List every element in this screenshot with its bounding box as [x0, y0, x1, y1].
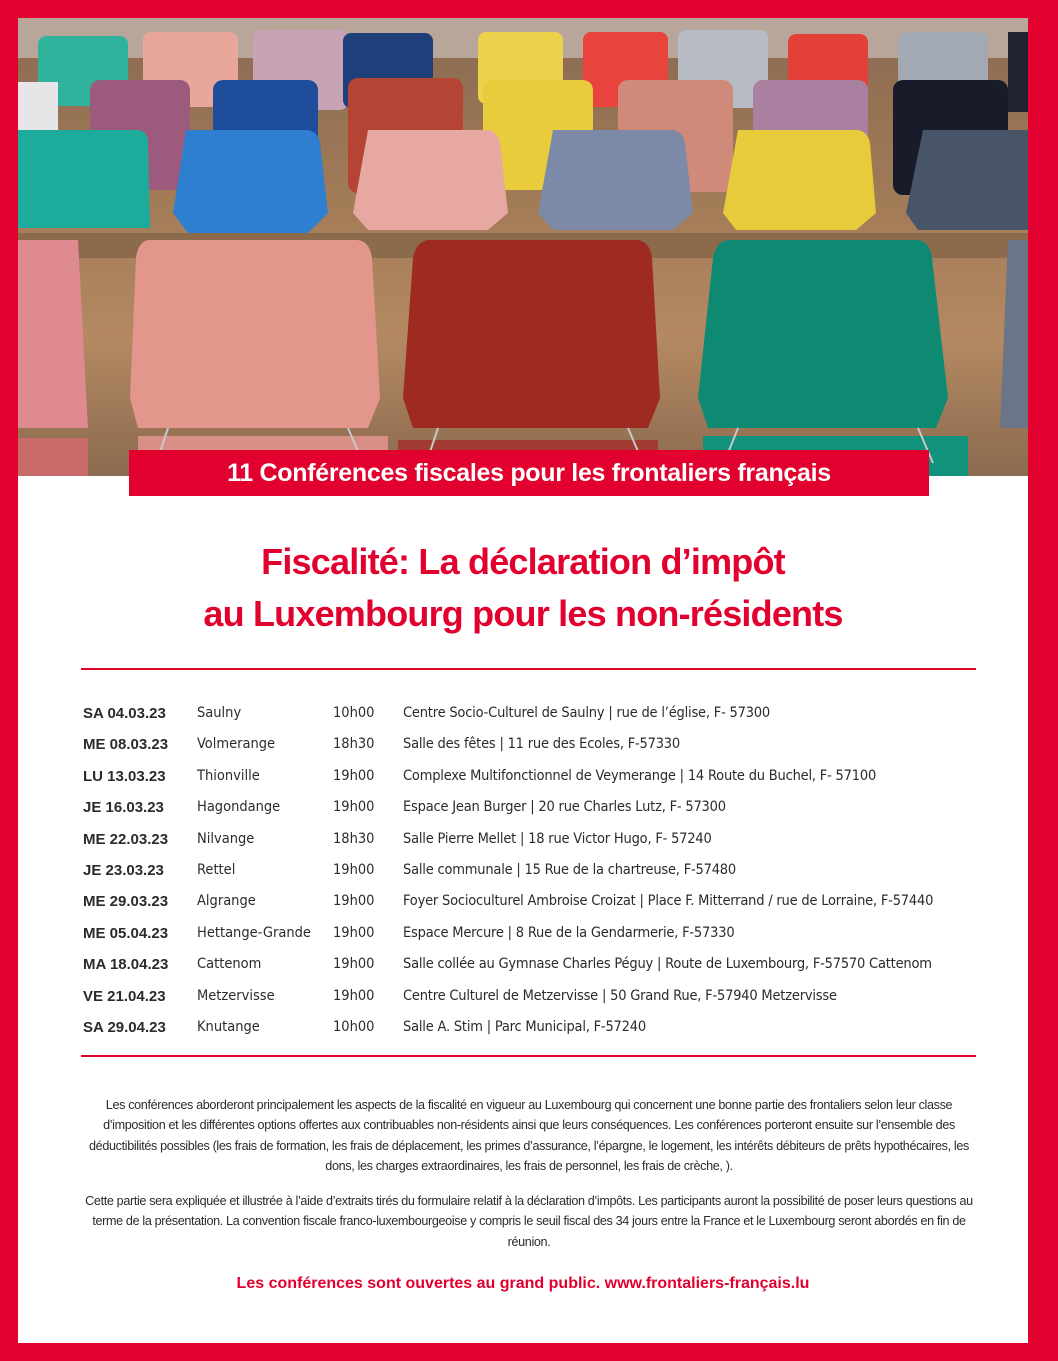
description-paragraph-2: Cette partie sera expliquée et illustrée à l’aide d’extraits tirés du formulaire relatif à la déclaration d’impôts. Les participants auront la possibilité de poser leurs questions au terme de la présentation. La convention fiscale franco-luxembourgeoise y compris le seuil fiscal des 34 jours entre la France et le Luxembourg seront abordés en fin de réunion. — [85, 1194, 973, 1249]
event-town: Hagondange — [197, 799, 281, 816]
event-date: SA 29.04.23 — [83, 1018, 166, 1036]
event-time: 19h00 — [333, 767, 375, 784]
hero-photo-chairs — [18, 18, 1028, 476]
event-time: 18h30 — [333, 736, 375, 753]
schedule-row — [83, 698, 983, 729]
footer-public-notice: Les conférences sont ouvertes au grand public. www.frontaliers-français.lu — [236, 1275, 810, 1292]
event-time: 10h00 — [333, 705, 375, 721]
event-venue: Salle A. Stim | Parc Municipal, F-57240 — [403, 1018, 646, 1035]
event-time: 19h00 — [333, 799, 375, 816]
title-line-2: au Luxembourg pour les non-résidents — [203, 593, 843, 634]
event-time: 10h00 — [333, 1018, 375, 1035]
schedule-row — [83, 761, 983, 792]
event-town: Nilvange — [197, 830, 255, 847]
event-time: 19h00 — [333, 956, 375, 973]
event-town: Knutange — [197, 1018, 260, 1035]
flyer-page — [18, 18, 1028, 1343]
schedule-row — [83, 1012, 983, 1043]
event-town: Saulny — [197, 705, 242, 721]
event-town: Thionville — [197, 767, 260, 784]
event-town: Volmerange — [197, 736, 276, 753]
chairs-illustration — [18, 18, 1028, 476]
event-date: ME 08.03.23 — [83, 736, 169, 754]
schedule-row — [83, 855, 983, 886]
event-date: JE 23.03.23 — [83, 861, 164, 879]
schedule-row — [83, 886, 983, 917]
schedule-row — [83, 949, 983, 980]
event-town: Rettel — [197, 861, 236, 878]
schedule-row — [83, 792, 983, 823]
title-line-1: Fiscalité: La déclaration d’impôt — [261, 541, 785, 582]
event-town: Metzervisse — [197, 987, 275, 1004]
event-time: 19h00 — [333, 987, 375, 1004]
event-venue: Espace Mercure | 8 Rue de la Gendarmerie, F-57330 — [403, 924, 735, 941]
schedule-row — [83, 824, 983, 855]
event-town: Cattenom — [197, 956, 262, 973]
schedule-row — [83, 729, 983, 760]
conference-count-banner — [129, 450, 929, 496]
event-town: Algrange — [197, 893, 256, 910]
divider-top — [81, 668, 976, 670]
event-time: 18h30 — [333, 830, 375, 847]
event-venue: Salle collée au Gymnase Charles Péguy | Route de Luxembourg, F-57570 Cattenom — [403, 956, 932, 973]
divider-bottom — [81, 1055, 976, 1057]
event-venue: Salle Pierre Mellet | 18 rue Victor Hugo, F- 57240 — [403, 830, 712, 847]
event-date: VE 21.04.23 — [83, 987, 166, 1005]
schedule-row — [83, 918, 983, 949]
event-time: 19h00 — [333, 893, 375, 910]
event-time: 19h00 — [333, 924, 375, 941]
event-town: Hettange-Grande — [197, 924, 311, 941]
event-date: SA 04.03.23 — [83, 705, 166, 722]
event-date: LU 13.03.23 — [83, 767, 166, 785]
schedule-row — [83, 981, 983, 1012]
event-date: ME 22.03.23 — [83, 830, 169, 848]
event-venue: Foyer Socioculturel Ambroise Croizat | Place F. Mitterrand / rue de Lorraine, F-57440 — [403, 893, 934, 910]
event-time: 19h00 — [333, 861, 375, 878]
event-date: ME 05.04.23 — [83, 924, 169, 942]
event-venue: Centre Culturel de Metzervisse | 50 Grand Rue, F-57940 Metzervisse — [403, 987, 837, 1004]
banner-text: 11 Conférences fiscales pour les frontaliers français — [227, 458, 831, 487]
description-paragraph-1: Les conférences aborderont principalement les aspects de la fiscalité en vigueur au Luxembourg qui concernent une bonne partie des frontaliers selon leur classe d’imposition et les différentes options offertes aux contribuables non-résidents ainsi que leurs conséquences. Les conférences porteront ensuite sur l’ensemble des déductibilités possibles (les frais de formation, les frais de déplacement, les primes d’assurance, l’épargne, le logement, les intérêts débiteurs de prêts hypothécaires, les dons, les charges extraordinaires, les frais de personnel, les frais de crèche, ). — [89, 1098, 969, 1173]
event-venue: Salle des fêtes | 11 rue des Ecoles, F-57330 — [403, 736, 681, 753]
page-title — [18, 536, 1028, 640]
event-date: MA 18.04.23 — [83, 956, 169, 974]
event-date: JE 16.03.23 — [83, 799, 164, 817]
event-date: ME 29.03.23 — [83, 893, 169, 911]
conference-schedule — [83, 698, 983, 1043]
event-venue: Espace Jean Burger | 20 rue Charles Lutz, F- 57300 — [403, 799, 726, 816]
event-venue: Complexe Multifonctionnel de Veymerange | 14 Route du Buchel, F- 57100 — [403, 767, 877, 784]
event-venue: Centre Socio-Culturel de Saulny | rue de l’église, F- 57300 — [403, 705, 771, 721]
event-venue: Salle communale | 15 Rue de la chartreuse, F-57480 — [403, 861, 736, 878]
